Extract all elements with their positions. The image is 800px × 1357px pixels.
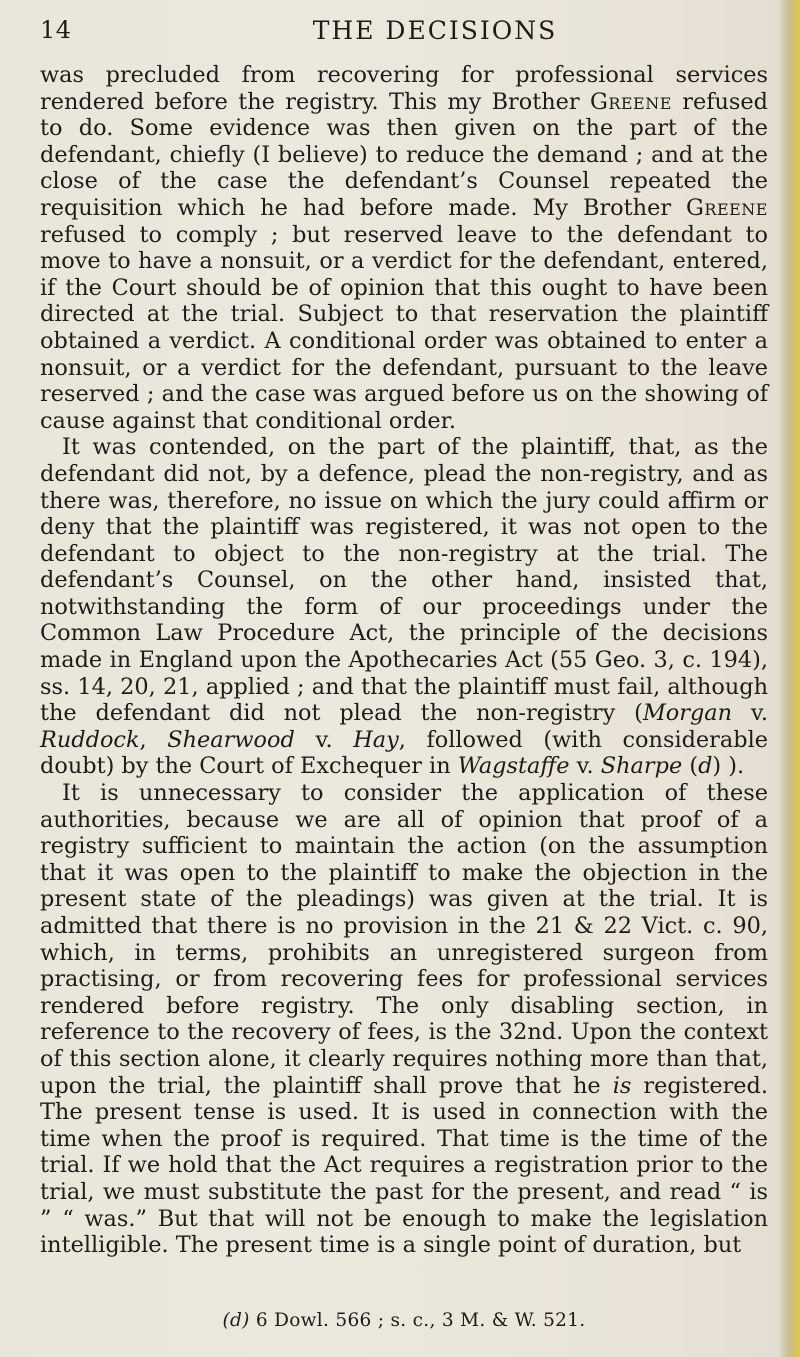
footnote-marker: (d)	[222, 1310, 250, 1331]
paragraph	[40, 62, 768, 434]
case-name: Shearwood	[167, 726, 295, 753]
case-name: d	[698, 753, 713, 780]
text-run: v.	[569, 753, 601, 780]
case-name: Sharpe	[600, 753, 683, 780]
text-run: ) ).	[712, 753, 745, 780]
text-run: It was contended, on the part of the plaintiff, that, as the defendant did not, by a defence, plead the non-registry, and as there was, therefore, no issue on which the jury could affirm or deny that the plaintiff was registered, it was not open to the defendant to object to the non-registry at the trial. The defendant’s Counsel, on the other hand, insisted that, notwithstanding the form of our proceedings under the Common Law Procedure Act, the principle of the decisions made in England upon the Apothecaries Act (55 Geo. 3, c. 194), ss. 14, 20, 21, applied ; and that the plaintiff must fail, although the defendant did not plead the non-registry (	[40, 434, 768, 727]
text-run: (	[682, 753, 699, 780]
case-name: Morgan	[642, 700, 733, 727]
page-edge-shadow	[778, 0, 800, 1357]
judge-name: Greene	[589, 88, 672, 115]
body-text	[40, 62, 768, 1259]
text-run: refused to do. Some evidence was then given on the part of the defendant, chiefly (I believe) to reduce the demand ; and at the close of the case the defendant’s Counsel repeated the requisition which he had before made. My Brother	[40, 88, 768, 221]
text-run: registered. The present tense is used. It is used in connection with the time when the proof is required. That time is the time of the trial. If we hold that the Act requires a registration prior to the trial, we must substitute the past for the present, and read “ is ” “ was.” But that will not be enough to make the legislation intelligible. The present time is a single point of duration, but	[40, 1072, 768, 1259]
text-run: ,	[139, 726, 168, 753]
judge-name: Greene	[686, 194, 768, 221]
case-name: Wagstaffe	[457, 753, 570, 780]
case-name: is	[612, 1072, 632, 1099]
paragraph	[40, 780, 768, 1259]
text-run: v.	[732, 700, 768, 727]
text-run: v.	[294, 726, 354, 753]
case-name: Ruddock	[40, 726, 140, 753]
footnote-text: 6 Dowl. 566 ; s. c., 3 M. & W. 521.	[249, 1310, 586, 1331]
case-name: Hay	[353, 726, 399, 753]
footnote	[40, 1310, 768, 1331]
page-header	[40, 10, 770, 50]
text-run: It is unnecessary to consider the application of these authorities, because we are all of opinion that proof of a registry sufficient to maintain the action (on the assumption that it was open to the plaintiff to make the objection in the present state of the pleadings) was given at the trial. It is admitted that there is no provision in the 21 & 22 Vict. c. 90, which, in terms, prohibits an unregistered surgeon from practising, or from recovering fees for professional services rendered before registry. The only disabling section, in reference to the recovery of fees, is the 32nd. Upon the context of this section alone, it clearly requires nothing more than that, upon the trial, the plaintiff shall prove that he	[40, 780, 768, 1099]
text-run: refused to comply ; but reserved leave to the defendant to move to have a nonsuit, or a verdict for the defendant, entered, if the Court should be of opinion that this ought to have been directed at the trial. Subject to that reservation the plaintiff obtained a verdict. A conditional order was obtained to enter a nonsuit, or a verdict for the defendant, pursuant to the leave reserved ; and the case was argued before us on the showing of cause against that conditional order.	[40, 221, 768, 434]
text-run: was precluded from recovering for professional services rendered before the registry. This my Brother	[40, 62, 768, 115]
page-number: 14	[40, 16, 72, 44]
text-run: , followed (with considerable doubt) by the Court of Exchequer in	[40, 726, 768, 780]
paragraph	[40, 434, 768, 780]
running-title: THE DECISIONS	[312, 16, 558, 45]
